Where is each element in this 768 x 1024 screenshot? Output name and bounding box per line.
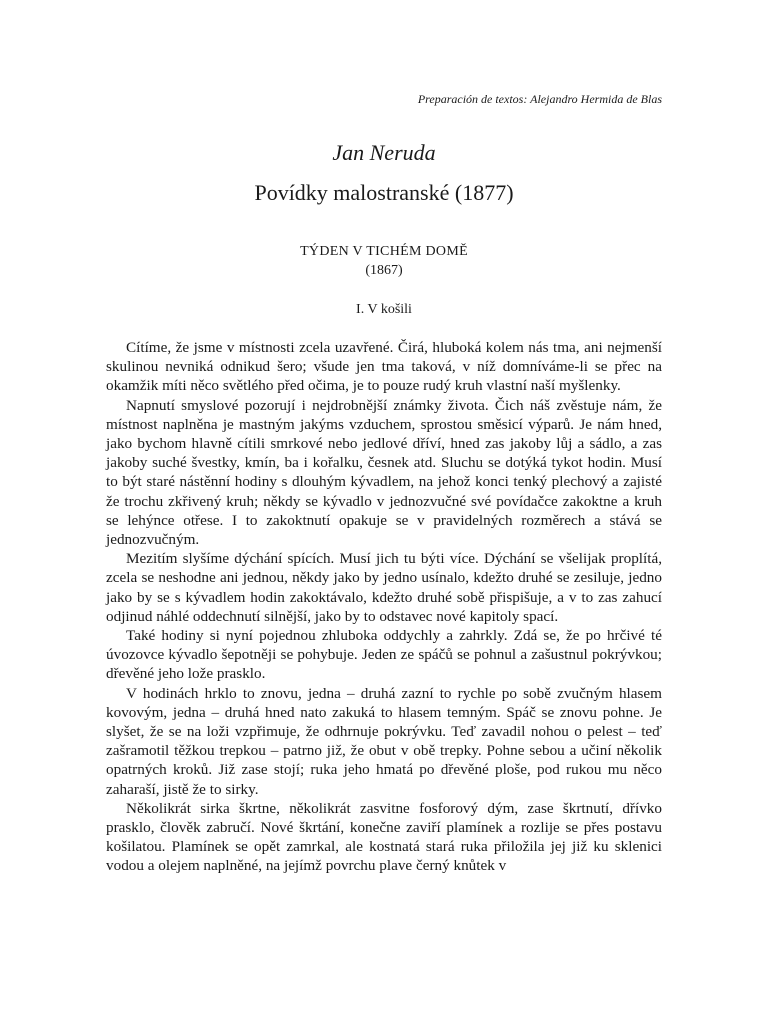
- chapter-title: I. V košili: [356, 302, 412, 317]
- story-title: TÝDEN V TICHÉM DOMĚ: [300, 244, 468, 259]
- story-year: (1867): [365, 263, 403, 278]
- credit-line: Preparación de textos: Alejandro Hermida de Blas: [417, 92, 662, 106]
- paragraph: V hodinách hrklo to znovu, jedna – druhá zazní to rychle po sobě zvučným hlasem kovovým, jedna – druhá hned nato zakuká to hlasem temným. Spáč se znovu pohne. Je slyšet, že se na loži vzpřimuje, že odhrnuje pokrývku. Teď zavadil nohou o pelest – teď zašramotil těžkou trepkou – patrno již, že obut v obě trepky. Pohne sebou a učiní několik opatrných kroků. Již zase stojí; ruka jeho hmatá po dřevěné ploše, pod rukou mu něco zaharaší, jistě že to sirky.: [106, 684, 662, 798]
- body-text: [106, 338, 662, 876]
- paragraph: Také hodiny si nyní pojednou zhluboka oddychly a zahrkly. Zdá se, že po hrčivé té úvozovce kývadlo šepotněji se pohybuje. Jeden ze spáčů se pohnul a zašustnul pokrývkou; dřevěné jeho lože prasklo.: [106, 627, 662, 683]
- paragraph: Cítíme, že jsme v místnosti zcela uzavřené. Čirá, hluboká kolem nás tma, ani nejmenší skulinou nevniká odnikud šero; všude jen tma taková, v níž domníváme-li se přec na okamžik míti něco světlého před očima, je to pouze rudý kruh vlastní naší myšlenky.: [106, 339, 662, 395]
- work-title: Povídky malostranské (1877): [254, 180, 514, 205]
- paragraph: Napnutí smyslové pozorují i nejdrobnější známky života. Čich náš zvěstuje nám, že místnost naplněna je mastným jakýms vzduchem, sprostou směsicí výparů. Je nám hned, jako bychom hlavně cítili smrkové nebo jedlové dříví, hned zas jakoby lůj a sádlo, a zas jakoby suché švestky, kmín, ba i kořalku, česnek atd. Sluchu se dotýká tykot hodin. Musí to být staré nástěnní hodiny s dlouhým kývadlem, na jehož konci tenký plechový a zajisté že trochu zkřivený kruh; někdy se kývadlo v jednozvučné své povídačce zakoktne a kruh se lehýnce otřese. I to zakoktnutí opakuje se v pravidelných rozměrech a stává se jednozvučným.: [106, 396, 662, 549]
- paragraph: Několikrát sirka škrtne, několikrát zasvitne fosforový dým, zase škrtnutí, dřívko prasklo, člověk zabručí. Nové škrtání, konečne zaviří plamínek a rozlije se přes postavu košilatou. Plamínek se opět zamrkal, ale kostnatá stará ruka přiložila jej již ku sklenici vodou a olejem naplněné, na jejímž povrchu plave černý knůtek v: [106, 799, 662, 875]
- author-name: Jan Neruda: [332, 140, 436, 165]
- paragraph: Mezitím slyšíme dýchání spících. Musí jich tu býti více. Dýchání se všelijak proplítá, zcela se neshodne ani jednou, někdy jako by jedno usínalo, kdežto druhé se zesiluje, jedno jako by se s kývadlem hodin zakoktávalo, kdežto druhé sobě přispišuje, a v to zas zahucí odjinud náhlé oddechnutí silnější, jako by to odstavec nové kapitoly spací.: [106, 550, 662, 625]
